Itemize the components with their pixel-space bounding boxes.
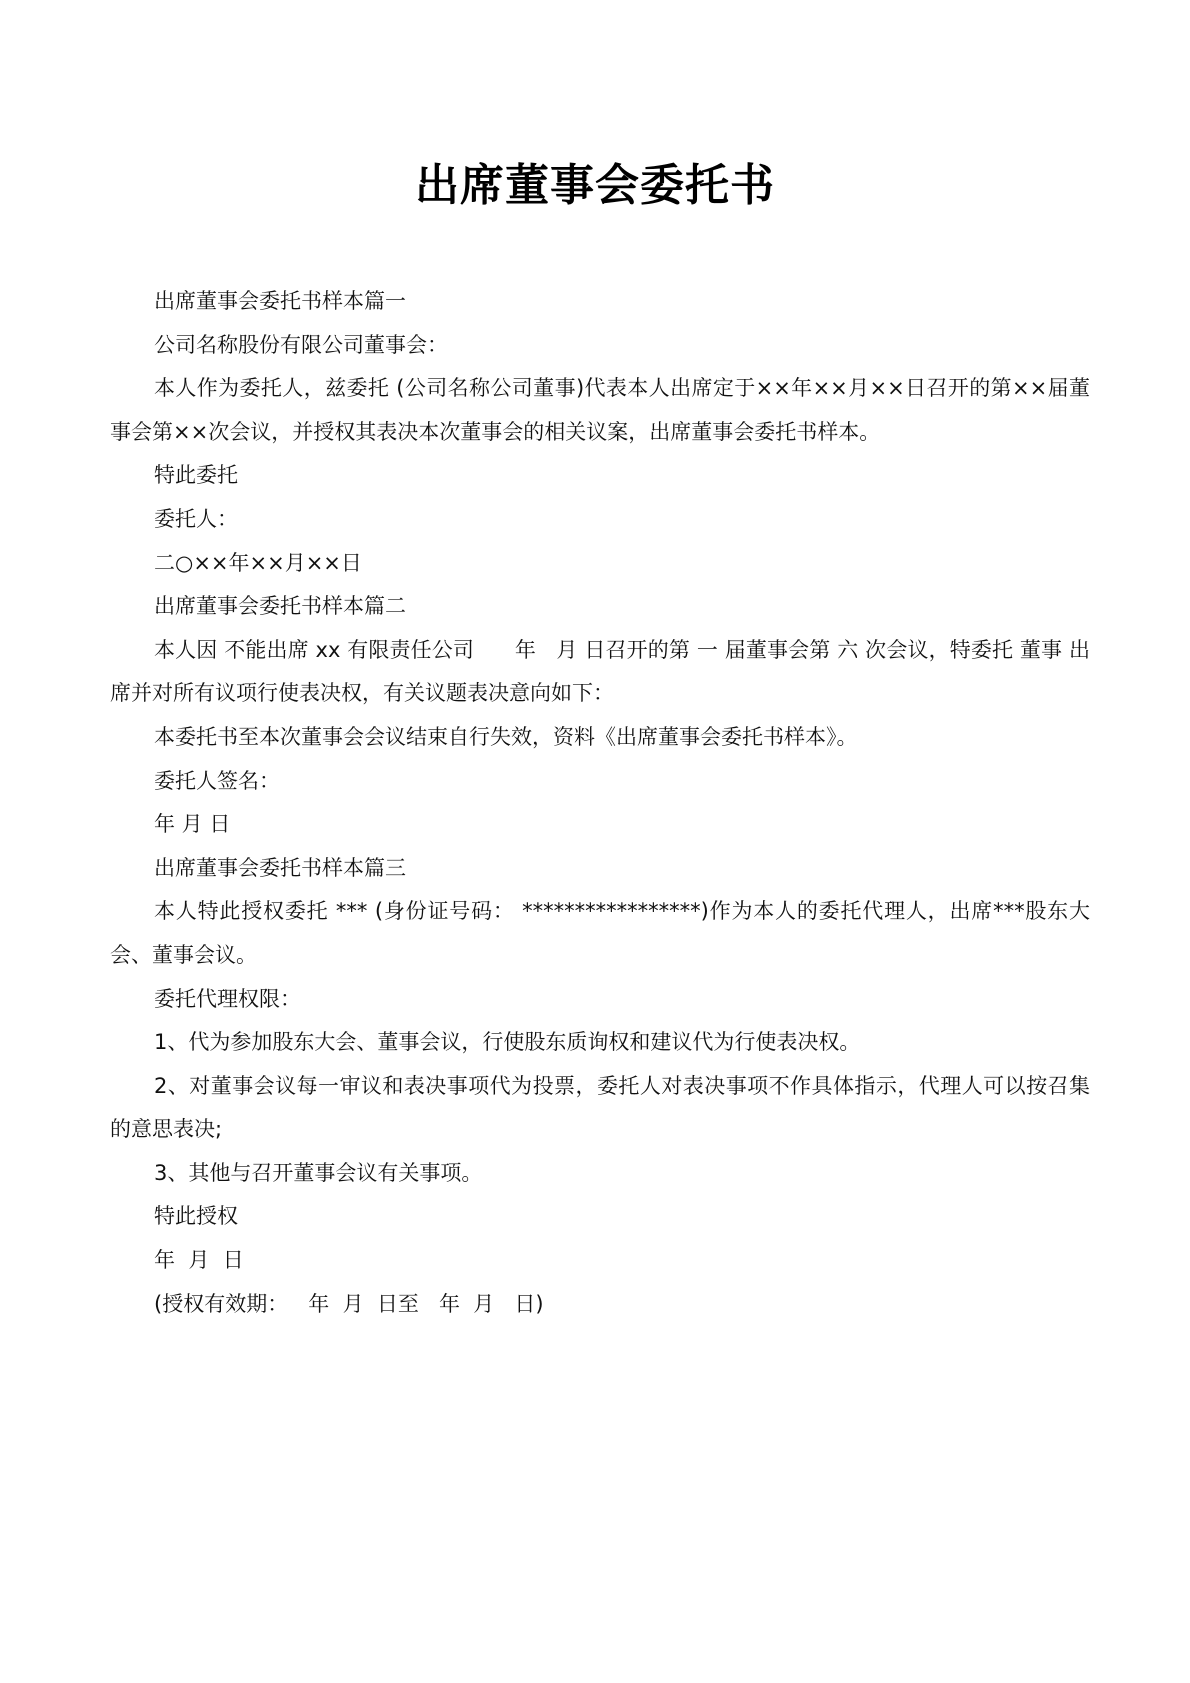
scope-heading: 委托代理权限：: [154, 986, 301, 1011]
signature-line: 委托人签名：: [154, 768, 280, 793]
closing-phrase: 特此授权: [154, 1204, 238, 1229]
paragraph-body: 本人特此授权委托 *** (身份证号码： *****************)作为本人的委托代理人，出席***股东大会、董事会议。: [110, 899, 1090, 967]
validity-period: (授权有效期： 年 月 日至 年 月 日): [154, 1291, 544, 1316]
paragraph-body: 本人作为委托人，兹委托 (公司名称公司董事)代表本人出席定于××年××月××日召开的第××届董事会第××次会议，并授权其表决本次董事会的相关议案，出席董事会委托书样本。: [110, 376, 1090, 444]
section-heading-3: 出席董事会委托书样本篇三: [154, 855, 406, 880]
list-item: 3、其他与召开董事会议有关事项。: [154, 1160, 483, 1185]
date-line: 年 月 日: [154, 1248, 244, 1273]
date-line: 二○××年××月××日: [154, 550, 362, 575]
paragraph-body: 本人因 不能出席 xx 有限责任公司 年 月 日召开的第 一 届董事会第 六 次会议，特委托 董事 出席并对所有议项行使表决权，有关议题表决意向如下：: [110, 637, 1090, 706]
signature-line: 委托人：: [154, 506, 238, 531]
closing-phrase: 特此委托: [154, 463, 238, 488]
document-title: 出席董事会委托书: [415, 160, 775, 211]
list-item: 1、代为参加股东大会、董事会议，行使股东质询权和建议代为行使表决权。: [154, 1030, 861, 1055]
document-body: [110, 280, 1090, 1326]
addressee: 公司名称股份有限公司董事会：: [154, 332, 448, 357]
list-item: 2、对董事会议每一审议和表决事项代为投票，委托人对表决事项不作具体指示，代理人可以按召集的意思表决;: [110, 1073, 1090, 1142]
section-heading-2: 出席董事会委托书样本篇二: [154, 594, 406, 619]
date-line: 年 月 日: [154, 812, 231, 837]
section-heading-1: 出席董事会委托书样本篇一: [154, 289, 406, 313]
paragraph-body: 本委托书至本次董事会会议结束自行失效，资料《出席董事会委托书样本》。: [154, 724, 858, 749]
